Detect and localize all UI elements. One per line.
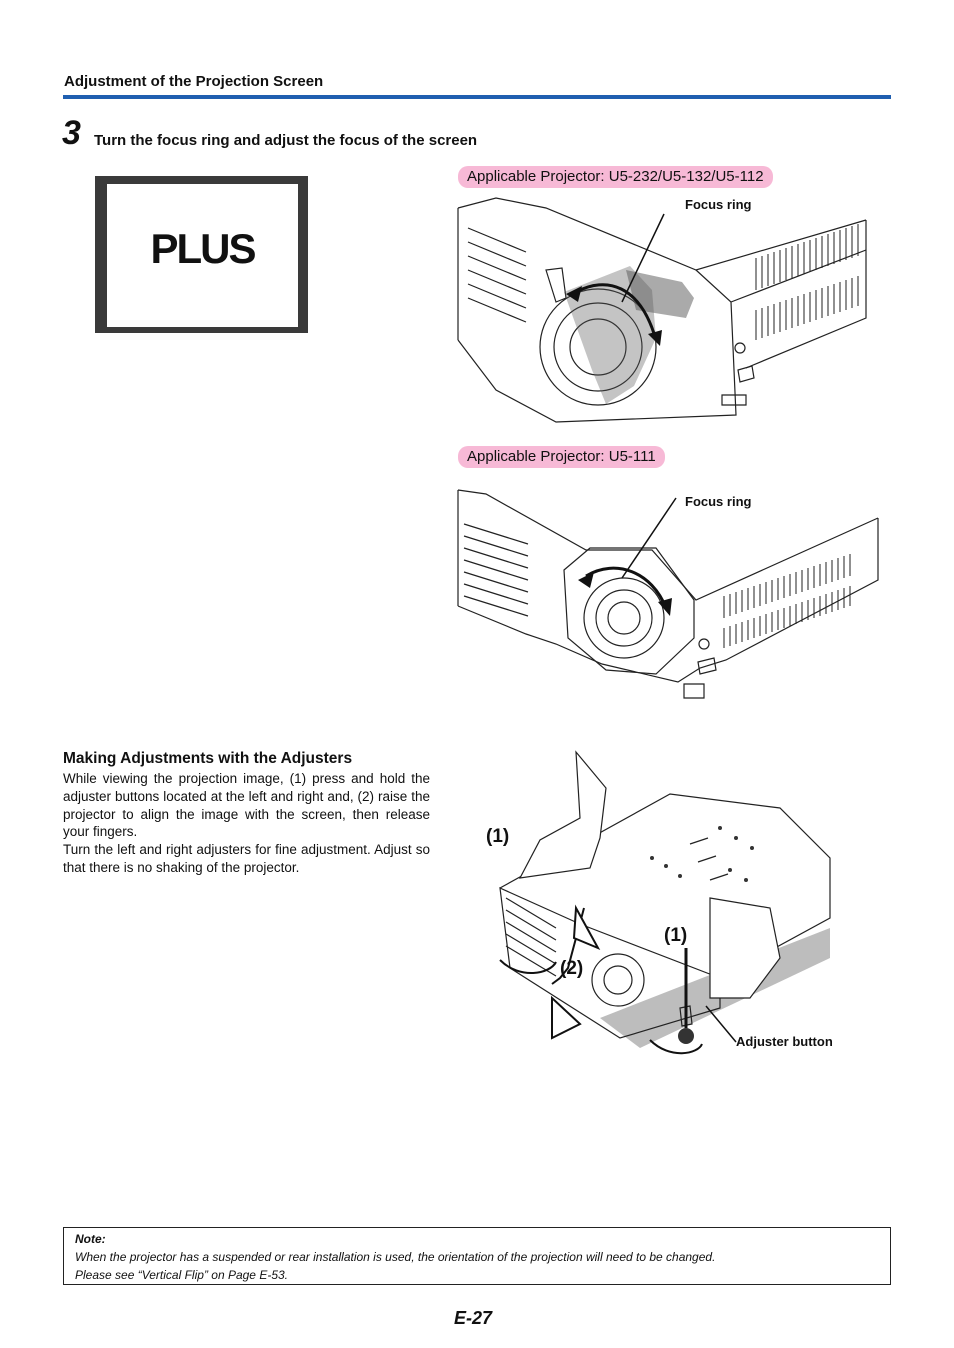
- projected-screen-image: [95, 176, 308, 333]
- plus-logo: PLUS: [150, 224, 255, 272]
- note-box: [63, 1227, 891, 1285]
- adjusters-paragraph-2: Turn the left and right adjusters for fine adjustment. Adjust so that there is no shaking of the projector.: [63, 842, 430, 875]
- projector-illustration-2: [456, 488, 882, 704]
- note-line-2: Please see “Vertical Flip” on Page E-53.: [75, 1268, 288, 1282]
- adjusters-body: [63, 770, 430, 877]
- applicable-projector-badge-1: Applicable Projector: U5-232/U5-132/U5-112: [458, 166, 773, 188]
- section-title: Adjustment of the Projection Screen: [64, 73, 324, 90]
- note-title: Note:: [75, 1232, 106, 1246]
- page-number: E-27: [454, 1308, 493, 1328]
- section-rule: [63, 95, 891, 99]
- adjusters-heading: Making Adjustments with the Adjusters: [63, 750, 353, 767]
- step-label-2: (2): [560, 958, 584, 979]
- adjuster-button-callout: Adjuster button: [736, 1034, 833, 1049]
- focus-ring-callout-1: Focus ring: [685, 197, 752, 212]
- screen-surface: [107, 184, 298, 327]
- step-instruction: Turn the focus ring and adjust the focus of the screen: [94, 132, 478, 149]
- step-label-1-right: (1): [664, 925, 688, 946]
- applicable-projector-badge-2: Applicable Projector: U5-111: [458, 446, 665, 468]
- step-label-1-left: (1): [486, 826, 510, 847]
- focus-ring-callout-2: Focus ring: [685, 494, 752, 509]
- step-number: 3: [62, 114, 81, 152]
- note-line-1: When the projector has a suspended or rear installation is used, the orientation of the projection will need to be changed.: [75, 1250, 716, 1264]
- projector-illustration-1: [456, 190, 870, 432]
- adjuster-illustration: [480, 748, 840, 1068]
- adjusters-paragraph-1: While viewing the projection image, (1) press and hold the adjuster buttons located at the left and right and, (2) raise the projector to align the image with the screen, then release your fingers.: [63, 771, 430, 840]
